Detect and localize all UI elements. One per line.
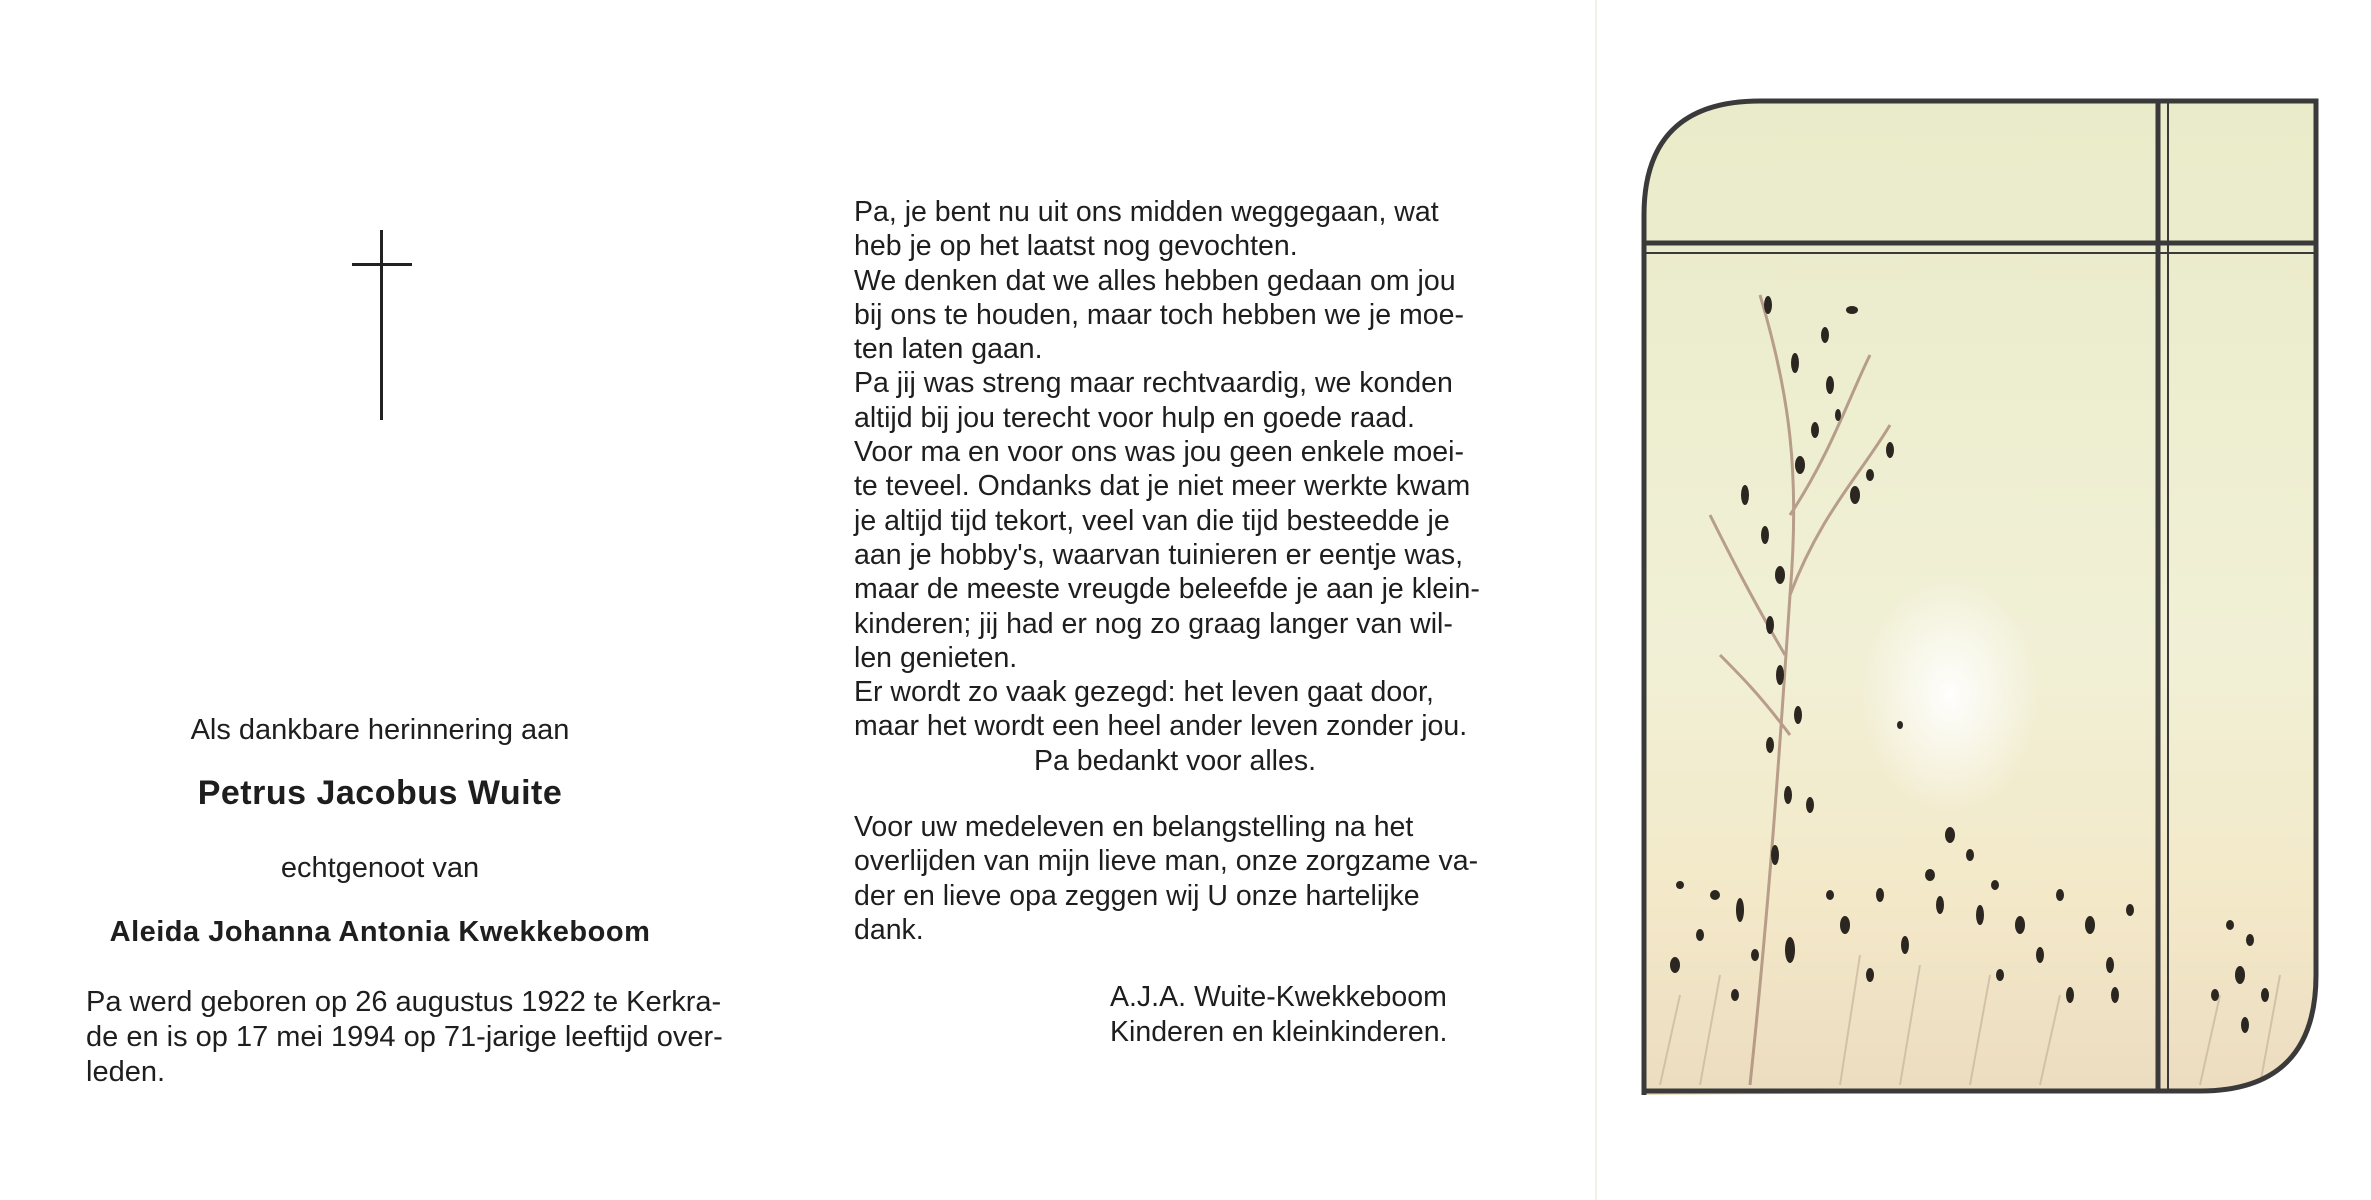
poem <box>854 195 1534 778</box>
poem-line: Pa, je bent nu uit ons midden weggegaan, wat <box>854 196 1439 228</box>
poem-line: kinderen; jij had er nog zo graag langer van wil- <box>854 607 1453 640</box>
poem-line: bij ons te houden, maar toch hebben we je moe- <box>854 298 1464 331</box>
poem-line: maar de meeste vreugde beleefde je aan je klein- <box>854 573 1480 606</box>
biography <box>86 985 726 1090</box>
poem-line: len genieten. <box>854 641 1018 674</box>
poem-closing: Pa bedankt voor alles. <box>1034 744 1317 777</box>
poem-line: je altijd tijd tekort, veel van die tijd besteedde je <box>854 504 1450 537</box>
poem-line: We denken dat we alles hebben gedaan om jou <box>854 264 1456 297</box>
poem-line: te teveel. Ondanks dat je niet meer werkte kwam <box>854 470 1471 503</box>
spouse-label: echtgenoot van <box>280 852 480 884</box>
ack-line: der en lieve opa zeggen wij U onze hartelijke <box>854 879 1420 912</box>
signature-line: Kinderen en kleinkinderen. <box>1110 1016 1448 1048</box>
bio-line: de en is op 17 mei 1994 op 71-jarige leeftijd over- <box>86 1021 723 1053</box>
ack-line: overlijden van mijn lieve man, onze zorgzame va- <box>854 845 1479 878</box>
bio-line: leden. <box>86 1056 166 1088</box>
deceased-name: Petrus Jacobus Wuite <box>197 774 563 812</box>
intro-text: Als dankbare herinnering aan <box>190 714 570 746</box>
signature <box>1110 980 1447 1050</box>
ack-line: Voor uw medeleven en belangstelling na het <box>854 811 1414 843</box>
window-illustration <box>1640 95 2320 1095</box>
poem-line: altijd bij jou terecht voor hulp en goede raad. <box>854 401 1415 434</box>
acknowledgement <box>854 810 1534 947</box>
poem-line: aan je hobby's, waarvan tuinieren er eentje was, <box>854 538 1464 571</box>
signature-line: A.J.A. Wuite-Kwekkeboom <box>1110 981 1447 1013</box>
poem-line: ten laten gaan. <box>854 333 1043 366</box>
bio-line: Pa werd geboren op 26 augustus 1922 te Kerkra- <box>86 986 722 1018</box>
ack-line: dank. <box>854 913 924 946</box>
poem-line: maar het wordt een heel ander leven zonder jou. <box>854 710 1468 743</box>
poem-line: Pa jij was streng maar rechtvaardig, we konden <box>854 367 1453 400</box>
spouse-name: Aleida Johanna Antonia Kwekkeboom <box>109 916 651 948</box>
cross-icon <box>352 230 412 420</box>
poem-line: Voor ma en voor ons was jou geen enkele moei- <box>854 436 1464 469</box>
poem-line: Er wordt zo vaak gezegd: het leven gaat door, <box>854 676 1434 709</box>
card-fold <box>1595 0 1597 1200</box>
poem-line: heb je op het laatst nog gevochten. <box>854 230 1298 263</box>
